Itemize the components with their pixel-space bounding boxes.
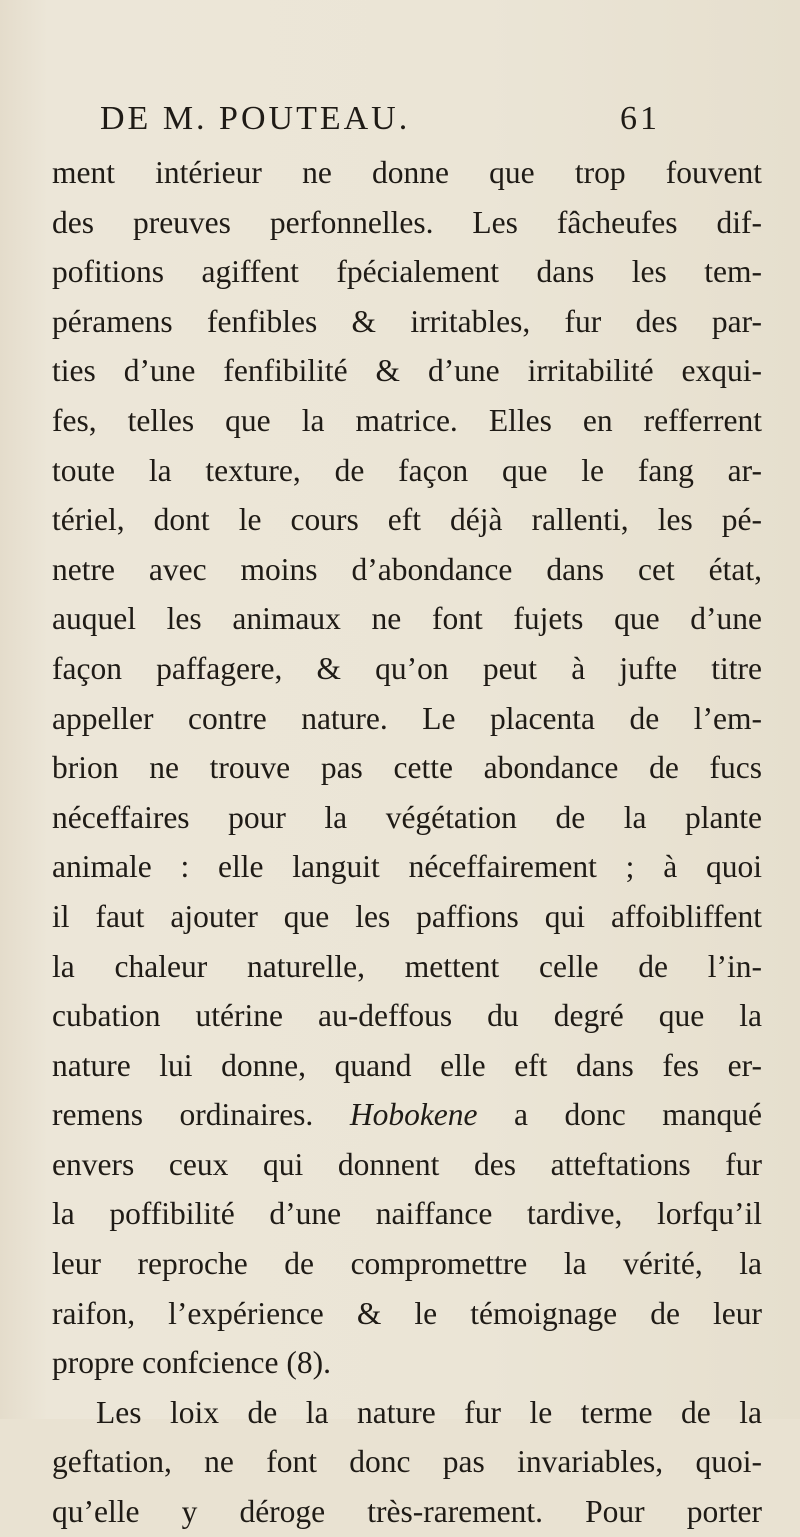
text-line: il faut ajouter que les paffions qui affoibliffent	[52, 898, 762, 934]
text-line: brion ne trouve pas cette abondance de fucs	[52, 750, 762, 786]
text-line: envers ceux qui donnent des atteftations fur	[52, 1146, 762, 1182]
text-line: nature lui donne, quand elle eft dans fes er-	[52, 1047, 762, 1083]
text-line: ment intérieur ne donne que trop fouvent	[52, 155, 762, 190]
text-line: appeller contre nature. Le placenta de l’em-	[52, 700, 762, 736]
text-line: toute la texture, de façon que le fang ar-	[52, 452, 762, 488]
text-line: auquel les animaux ne font fujets que d’une	[52, 601, 762, 637]
text-line: fes, telles que la matrice. Elles en refferrent	[52, 402, 762, 438]
text-line: animale : elle languit néceffairement ; à quoi	[52, 849, 762, 885]
italic-name: Hobokene	[349, 1097, 478, 1133]
text-line: tériel, dont le cours eft déjà rallenti, les pé-	[52, 502, 762, 538]
body-text	[52, 148, 762, 1537]
text-line: ties d’une fenfibilité & d’une irritabilité exqui-	[52, 353, 762, 389]
text-line: cubation utérine au-deffous du degré que la	[52, 998, 762, 1034]
text-line: la poffibilité d’une naiffance tardive, lorfqu’il	[52, 1196, 762, 1232]
text-line: remens ordinaires. Hobokene a donc manqué	[52, 1097, 762, 1133]
text-line: qu’elle y déroge très-rarement. Pour porter	[52, 1494, 762, 1530]
text-line: néceffaires pour la végétation de la plante	[52, 799, 762, 835]
running-head	[100, 100, 660, 144]
page-number: 61	[620, 100, 660, 137]
text-line: leur reproche de compromettre la vérité, la	[52, 1246, 762, 1282]
text-line: pofitions agiffent fpécialement dans les tem-	[52, 254, 762, 290]
text-line: la chaleur naturelle, mettent celle de l’in-	[52, 948, 762, 984]
running-head-title: DE M. POUTEAU.	[100, 100, 411, 137]
text-line: des preuves perfonnelles. Les fâcheufes dif-	[52, 204, 762, 240]
text-line: geftation, ne font donc pas invariables, quoi-	[52, 1444, 762, 1480]
text-line: netre avec moins d’abondance dans cet état,	[52, 551, 762, 587]
text-line: péramens fenfibles & irritables, fur des par-	[52, 303, 762, 339]
text-line: raifon, l’expérience & le témoignage de leur	[52, 1295, 762, 1331]
text-line: propre confcience (8).	[52, 1345, 331, 1381]
text-line: Les loix de la nature fur le terme de la	[96, 1394, 762, 1430]
text-line: façon paffagere, & qu’on peut à jufte titre	[52, 650, 762, 686]
